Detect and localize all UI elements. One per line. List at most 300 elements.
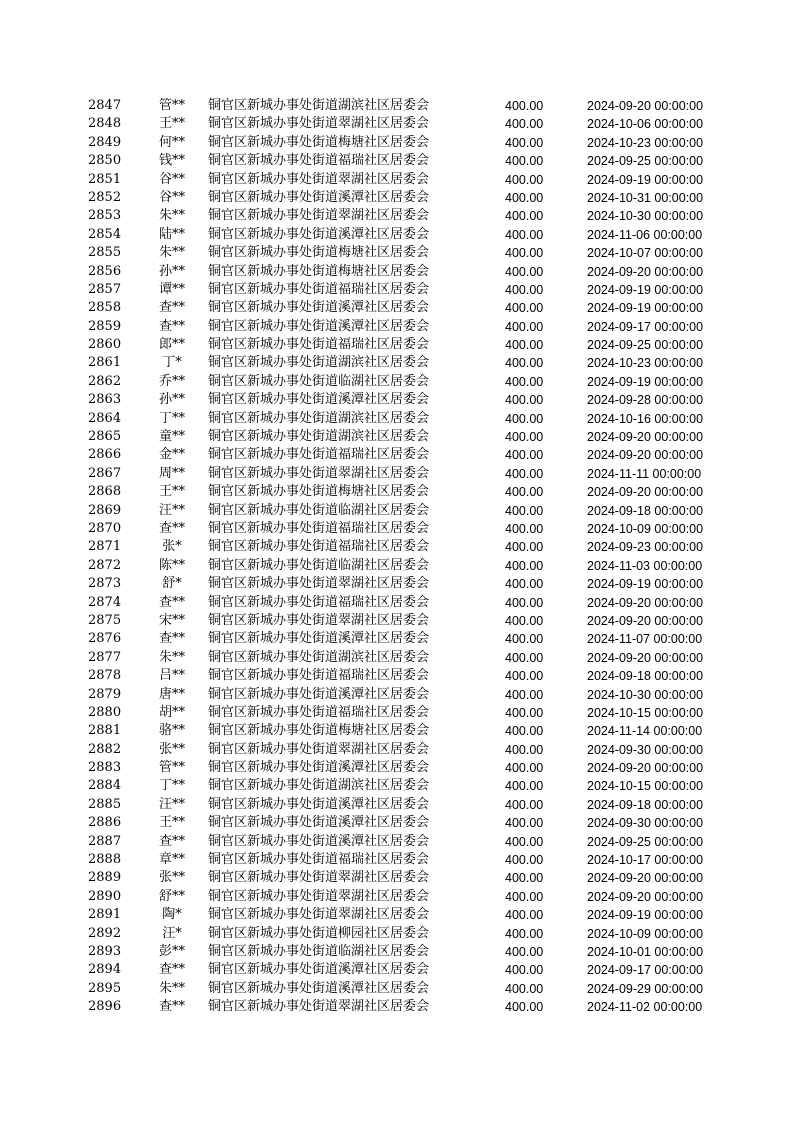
timestamp: 2024-09-25 00:00:00 [587, 834, 704, 849]
community-committee: 铜官区新城办事处街道梅塘社区居委会 [208, 263, 430, 279]
community-committee: 铜官区新城办事处街道临湖社区居委会 [208, 943, 430, 959]
recipient-name: 宋** [158, 612, 185, 628]
amount: 400.00 [505, 632, 544, 647]
amount: 400.00 [505, 319, 544, 334]
record-number: 2894 [88, 962, 122, 978]
amount: 400.00 [505, 1000, 544, 1015]
record-number: 2849 [88, 134, 122, 150]
community-committee: 铜官区新城办事处街道溪潭社区居委会 [208, 962, 430, 978]
timestamp: 2024-09-18 00:00:00 [587, 669, 704, 684]
community-committee: 铜官区新城办事处街道湖滨社区居委会 [208, 778, 430, 794]
community-committee: 铜官区新城办事处街道梅塘社区居委会 [208, 723, 430, 739]
record-number: 2856 [88, 263, 122, 279]
record-number: 2861 [88, 355, 122, 371]
timestamp: 2024-10-23 00:00:00 [587, 356, 704, 371]
timestamp: 2024-09-20 00:00:00 [587, 430, 704, 445]
record-number: 2885 [88, 796, 122, 812]
record-number: 2884 [88, 778, 122, 794]
timestamp: 2024-09-17 00:00:00 [587, 319, 704, 334]
amount: 400.00 [505, 669, 544, 684]
recipient-name: 谭** [158, 281, 185, 297]
record-number: 2851 [88, 171, 122, 187]
table-row [0, 373, 793, 391]
recipient-name: 孙** [158, 263, 185, 279]
amount: 400.00 [505, 503, 544, 518]
recipient-name: 乔** [158, 373, 185, 389]
timestamp: 2024-10-01 00:00:00 [587, 944, 704, 959]
timestamp: 2024-09-20 00:00:00 [587, 485, 704, 500]
timestamp: 2024-09-19 00:00:00 [587, 301, 704, 316]
recipient-name: 管** [158, 98, 185, 113]
table-row [0, 925, 793, 943]
amount: 400.00 [505, 797, 544, 812]
recipient-name: 丁* [162, 355, 182, 371]
community-committee: 铜官区新城办事处街道福瑞社区居委会 [208, 337, 430, 353]
community-committee: 铜官区新城办事处街道溪潭社区居委会 [208, 833, 430, 849]
recipient-name: 童** [158, 429, 185, 445]
amount: 400.00 [505, 871, 544, 886]
amount: 400.00 [505, 485, 544, 500]
community-committee: 铜官区新城办事处街道梅塘社区居委会 [208, 484, 430, 500]
record-number: 2889 [88, 870, 122, 886]
community-committee: 铜官区新城办事处街道溪潭社区居委会 [208, 392, 430, 408]
record-number: 2871 [88, 539, 122, 555]
recipient-name: 王** [158, 116, 185, 132]
recipient-name: 汪* [162, 925, 182, 941]
table-row [0, 465, 793, 483]
record-number: 2853 [88, 208, 122, 224]
amount: 400.00 [505, 154, 544, 169]
table-row [0, 851, 793, 869]
amount: 400.00 [505, 301, 544, 316]
table-row [0, 152, 793, 170]
amount: 400.00 [505, 577, 544, 592]
timestamp: 2024-10-30 00:00:00 [587, 209, 704, 224]
table-row [0, 557, 793, 575]
community-committee: 铜官区新城办事处街道福瑞社区居委会 [208, 594, 430, 610]
timestamp: 2024-10-07 00:00:00 [587, 246, 704, 261]
amount: 400.00 [505, 282, 544, 297]
timestamp: 2024-11-14 00:00:00 [587, 724, 703, 739]
recipient-name: 陈** [158, 557, 185, 573]
amount: 400.00 [505, 374, 544, 389]
timestamp: 2024-10-31 00:00:00 [587, 190, 704, 205]
amount: 400.00 [505, 338, 544, 353]
timestamp: 2024-10-09 00:00:00 [587, 521, 704, 536]
record-number: 2874 [88, 594, 122, 610]
timestamp: 2024-09-20 00:00:00 [587, 650, 704, 665]
table-row [0, 189, 793, 207]
recipient-name: 朱** [158, 245, 185, 261]
recipient-name: 郎** [158, 337, 185, 353]
record-number: 2852 [88, 189, 122, 205]
timestamp: 2024-09-20 00:00:00 [587, 264, 704, 279]
timestamp: 2024-09-19 00:00:00 [587, 282, 704, 297]
record-number: 2886 [88, 815, 122, 831]
record-number: 2857 [88, 281, 122, 297]
table-row [0, 483, 793, 501]
community-committee: 铜官区新城办事处街道临湖社区居委会 [208, 373, 430, 389]
community-committee: 铜官区新城办事处街道翠湖社区居委会 [208, 741, 430, 757]
community-committee: 铜官区新城办事处街道翠湖社区居委会 [208, 171, 430, 187]
community-committee: 铜官区新城办事处街道湖滨社区居委会 [208, 410, 430, 426]
recipient-name: 金** [158, 447, 185, 463]
amount: 400.00 [505, 724, 544, 739]
amount: 400.00 [505, 705, 544, 720]
record-number: 2881 [88, 723, 122, 739]
timestamp: 2024-09-17 00:00:00 [587, 963, 704, 978]
amount: 400.00 [505, 227, 544, 242]
timestamp: 2024-09-25 00:00:00 [587, 338, 704, 353]
amount: 400.00 [505, 926, 544, 941]
table-row [0, 97, 793, 115]
table-row [0, 354, 793, 372]
recipient-name: 王** [158, 815, 185, 831]
community-committee: 铜官区新城办事处街道临湖社区居委会 [208, 557, 430, 573]
community-committee: 铜官区新城办事处街道湖滨社区居委会 [208, 649, 430, 665]
table-row [0, 741, 793, 759]
table-row [0, 943, 793, 961]
amount: 400.00 [505, 172, 544, 187]
timestamp: 2024-09-18 00:00:00 [587, 797, 704, 812]
record-number: 2858 [88, 300, 122, 316]
community-committee: 铜官区新城办事处街道福瑞社区居委会 [208, 704, 430, 720]
timestamp: 2024-09-18 00:00:00 [587, 503, 704, 518]
table-row [0, 171, 793, 189]
timestamp: 2024-09-19 00:00:00 [587, 172, 704, 187]
timestamp: 2024-09-20 00:00:00 [587, 761, 704, 776]
amount: 400.00 [505, 558, 544, 573]
community-committee: 铜官区新城办事处街道湖滨社区居委会 [208, 429, 430, 445]
record-number: 2873 [88, 576, 122, 592]
recipient-name: 骆** [158, 723, 185, 739]
record-number: 2859 [88, 318, 122, 334]
table-row [0, 281, 793, 299]
community-committee: 铜官区新城办事处街道临湖社区居委会 [208, 502, 430, 518]
community-committee: 铜官区新城办事处街道湖滨社区居委会 [208, 355, 430, 371]
table-row [0, 722, 793, 740]
table-row [0, 575, 793, 593]
amount: 400.00 [505, 761, 544, 776]
record-number: 2887 [88, 833, 122, 849]
record-number: 2892 [88, 925, 122, 941]
amount: 400.00 [505, 834, 544, 849]
recipient-name: 查** [158, 833, 185, 849]
community-committee: 铜官区新城办事处街道翠湖社区居委会 [208, 870, 430, 886]
recipient-name: 汪** [158, 502, 185, 518]
table-row [0, 428, 793, 446]
community-committee: 铜官区新城办事处街道翠湖社区居委会 [208, 576, 430, 592]
timestamp: 2024-09-20 00:00:00 [587, 871, 704, 886]
community-committee: 铜官区新城办事处街道溪潭社区居委会 [208, 815, 430, 831]
recipient-name: 钱** [158, 153, 185, 169]
timestamp: 2024-11-06 00:00:00 [587, 227, 703, 242]
amount: 400.00 [505, 595, 544, 610]
record-number: 2895 [88, 980, 122, 996]
timestamp: 2024-09-29 00:00:00 [587, 981, 704, 996]
amount: 400.00 [505, 117, 544, 132]
record-number: 2862 [88, 373, 122, 389]
recipient-name: 张* [162, 539, 182, 555]
community-committee: 铜官区新城办事处街道福瑞社区居委会 [208, 539, 430, 555]
table-row [0, 704, 793, 722]
recipient-name: 查** [158, 962, 185, 978]
record-number: 2893 [88, 943, 122, 959]
timestamp: 2024-09-30 00:00:00 [587, 816, 704, 831]
community-committee: 铜官区新城办事处街道梅塘社区居委会 [208, 134, 430, 150]
community-committee: 铜官区新城办事处街道湖滨社区居委会 [208, 98, 430, 113]
amount: 400.00 [505, 356, 544, 371]
table-row [0, 869, 793, 887]
timestamp: 2024-10-30 00:00:00 [587, 687, 704, 702]
record-number: 2855 [88, 245, 122, 261]
timestamp: 2024-10-23 00:00:00 [587, 135, 704, 150]
recipient-name: 吕** [158, 668, 185, 684]
table-row [0, 318, 793, 336]
record-number: 2877 [88, 649, 122, 665]
record-number: 2879 [88, 686, 122, 702]
recipient-name: 查** [158, 631, 185, 647]
table-row [0, 667, 793, 685]
record-number: 2882 [88, 741, 122, 757]
amount: 400.00 [505, 209, 544, 224]
timestamp: 2024-09-30 00:00:00 [587, 742, 704, 757]
table-row [0, 502, 793, 520]
table-row [0, 814, 793, 832]
amount: 400.00 [505, 853, 544, 868]
community-committee: 铜官区新城办事处街道翠湖社区居委会 [208, 116, 430, 132]
amount: 400.00 [505, 540, 544, 555]
community-committee: 铜官区新城办事处街道溪潭社区居委会 [208, 300, 430, 316]
timestamp: 2024-09-20 00:00:00 [587, 595, 704, 610]
table-row [0, 446, 793, 464]
record-number: 2875 [88, 612, 122, 628]
table-row [0, 244, 793, 262]
recipient-name: 朱** [158, 208, 185, 224]
recipient-name: 陆** [158, 226, 185, 242]
amount: 400.00 [505, 264, 544, 279]
recipient-name: 丁** [158, 778, 185, 794]
community-committee: 铜官区新城办事处街道柳园社区居委会 [208, 925, 430, 941]
recipient-name: 查** [158, 300, 185, 316]
amount: 400.00 [505, 613, 544, 628]
community-committee: 铜官区新城办事处街道福瑞社区居委会 [208, 281, 430, 297]
timestamp: 2024-09-20 00:00:00 [587, 99, 704, 113]
table-row [0, 115, 793, 133]
recipient-name: 舒** [158, 888, 185, 904]
timestamp: 2024-09-20 00:00:00 [587, 448, 704, 463]
recipient-name: 王** [158, 484, 185, 500]
recipient-name: 查** [158, 594, 185, 610]
community-committee: 铜官区新城办事处街道福瑞社区居委会 [208, 447, 430, 463]
recipient-name: 胡** [158, 704, 185, 720]
record-number: 2865 [88, 429, 122, 445]
amount: 400.00 [505, 411, 544, 426]
amount: 400.00 [505, 448, 544, 463]
timestamp: 2024-11-07 00:00:00 [587, 632, 703, 647]
table-row [0, 686, 793, 704]
recipient-name: 张** [158, 870, 185, 886]
timestamp: 2024-10-15 00:00:00 [587, 779, 704, 794]
amount: 400.00 [505, 779, 544, 794]
recipient-name: 查** [158, 999, 185, 1015]
timestamp: 2024-09-23 00:00:00 [587, 540, 704, 555]
amount: 400.00 [505, 650, 544, 665]
amount: 400.00 [505, 393, 544, 408]
recipient-name: 谷** [158, 189, 185, 205]
community-committee: 铜官区新城办事处街道翠湖社区居委会 [208, 465, 430, 481]
table-row [0, 759, 793, 777]
record-number: 2870 [88, 520, 122, 536]
amount: 400.00 [505, 687, 544, 702]
table-row [0, 906, 793, 924]
recipient-name: 张** [158, 741, 185, 757]
table-row [0, 980, 793, 998]
table-row [0, 299, 793, 317]
community-committee: 铜官区新城办事处街道溪潭社区居委会 [208, 796, 430, 812]
record-number: 2864 [88, 410, 122, 426]
recipient-name: 查** [158, 318, 185, 334]
record-number: 2860 [88, 337, 122, 353]
amount: 400.00 [505, 908, 544, 923]
timestamp: 2024-11-03 00:00:00 [587, 558, 703, 573]
timestamp: 2024-10-09 00:00:00 [587, 926, 704, 941]
record-number: 2866 [88, 447, 122, 463]
record-number: 2850 [88, 153, 122, 169]
record-number: 2883 [88, 760, 122, 776]
amount: 400.00 [505, 742, 544, 757]
table-row [0, 410, 793, 428]
record-number: 2880 [88, 704, 122, 720]
recipient-name: 查** [158, 520, 185, 536]
record-number: 2868 [88, 484, 122, 500]
timestamp: 2024-10-15 00:00:00 [587, 705, 704, 720]
community-committee: 铜官区新城办事处街道翠湖社区居委会 [208, 208, 430, 224]
record-number: 2847 [88, 98, 122, 113]
amount: 400.00 [505, 816, 544, 831]
community-committee: 铜官区新城办事处街道福瑞社区居委会 [208, 852, 430, 868]
timestamp: 2024-09-20 00:00:00 [587, 889, 704, 904]
amount: 400.00 [505, 246, 544, 261]
amount: 400.00 [505, 430, 544, 445]
table-row [0, 263, 793, 281]
recipient-name: 唐** [158, 686, 185, 702]
record-number: 2890 [88, 888, 122, 904]
recipient-name: 彭** [158, 943, 185, 959]
record-number: 2878 [88, 668, 122, 684]
table-row [0, 833, 793, 851]
record-number: 2863 [88, 392, 122, 408]
timestamp: 2024-10-16 00:00:00 [587, 411, 704, 426]
community-committee: 铜官区新城办事处街道翠湖社区居委会 [208, 999, 430, 1015]
amount: 400.00 [505, 135, 544, 150]
table-row [0, 961, 793, 979]
record-number: 2848 [88, 116, 122, 132]
recipient-name: 朱** [158, 980, 185, 996]
record-number: 2872 [88, 557, 122, 573]
timestamp: 2024-09-19 00:00:00 [587, 908, 704, 923]
community-committee: 铜官区新城办事处街道溪潭社区居委会 [208, 226, 430, 242]
table-row [0, 888, 793, 906]
table-row [0, 630, 793, 648]
table-row [0, 538, 793, 556]
community-committee: 铜官区新城办事处街道溪潭社区居委会 [208, 189, 430, 205]
amount: 400.00 [505, 521, 544, 536]
community-committee: 铜官区新城办事处街道翠湖社区居委会 [208, 612, 430, 628]
table-row [0, 391, 793, 409]
record-table [0, 97, 793, 1017]
amount: 400.00 [505, 981, 544, 996]
timestamp: 2024-09-28 00:00:00 [587, 393, 704, 408]
recipient-name: 何** [158, 134, 185, 150]
timestamp: 2024-11-11 00:00:00 [587, 466, 702, 481]
timestamp: 2024-09-20 00:00:00 [587, 613, 704, 628]
timestamp: 2024-09-25 00:00:00 [587, 154, 704, 169]
community-committee: 铜官区新城办事处街道溪潭社区居委会 [208, 760, 430, 776]
timestamp: 2024-10-17 00:00:00 [587, 853, 704, 868]
community-committee: 铜官区新城办事处街道溪潭社区居委会 [208, 980, 430, 996]
table-row [0, 207, 793, 225]
recipient-name: 周** [158, 465, 185, 481]
table-row [0, 594, 793, 612]
record-number: 2867 [88, 465, 122, 481]
community-committee: 铜官区新城办事处街道福瑞社区居委会 [208, 520, 430, 536]
record-number: 2891 [88, 907, 122, 923]
community-committee: 铜官区新城办事处街道福瑞社区居委会 [208, 153, 430, 169]
recipient-name: 丁** [158, 410, 185, 426]
amount: 400.00 [505, 99, 544, 113]
community-committee: 铜官区新城办事处街道溪潭社区居委会 [208, 631, 430, 647]
community-committee: 铜官区新城办事处街道梅塘社区居委会 [208, 245, 430, 261]
recipient-name: 舒* [162, 576, 182, 592]
table-row [0, 796, 793, 814]
community-committee: 铜官区新城办事处街道福瑞社区居委会 [208, 668, 430, 684]
community-committee: 铜官区新城办事处街道翠湖社区居委会 [208, 888, 430, 904]
amount: 400.00 [505, 944, 544, 959]
record-number: 2876 [88, 631, 122, 647]
recipient-name: 章** [158, 852, 185, 868]
recipient-name: 谷** [158, 171, 185, 187]
table-row [0, 649, 793, 667]
recipient-name: 孙** [158, 392, 185, 408]
record-number: 2888 [88, 852, 122, 868]
amount: 400.00 [505, 889, 544, 904]
recipient-name: 管** [158, 760, 185, 776]
timestamp: 2024-11-02 00:00:00 [587, 1000, 703, 1015]
community-committee: 铜官区新城办事处街道翠湖社区居委会 [208, 907, 430, 923]
record-number: 2869 [88, 502, 122, 518]
amount: 400.00 [505, 190, 544, 205]
amount: 400.00 [505, 963, 544, 978]
table-row [0, 134, 793, 152]
table-row [0, 612, 793, 630]
community-committee: 铜官区新城办事处街道溪潭社区居委会 [208, 318, 430, 334]
record-number: 2854 [88, 226, 122, 242]
amount: 400.00 [505, 466, 544, 481]
table-row [0, 998, 793, 1016]
timestamp: 2024-10-06 00:00:00 [587, 117, 704, 132]
recipient-name: 朱** [158, 649, 185, 665]
timestamp: 2024-09-19 00:00:00 [587, 374, 704, 389]
table-row [0, 777, 793, 795]
table-row [0, 520, 793, 538]
community-committee: 铜官区新城办事处街道溪潭社区居委会 [208, 686, 430, 702]
recipient-name: 陶* [162, 907, 182, 923]
table-row [0, 336, 793, 354]
timestamp: 2024-09-19 00:00:00 [587, 577, 704, 592]
recipient-name: 汪** [158, 796, 185, 812]
record-number: 2896 [88, 999, 122, 1015]
